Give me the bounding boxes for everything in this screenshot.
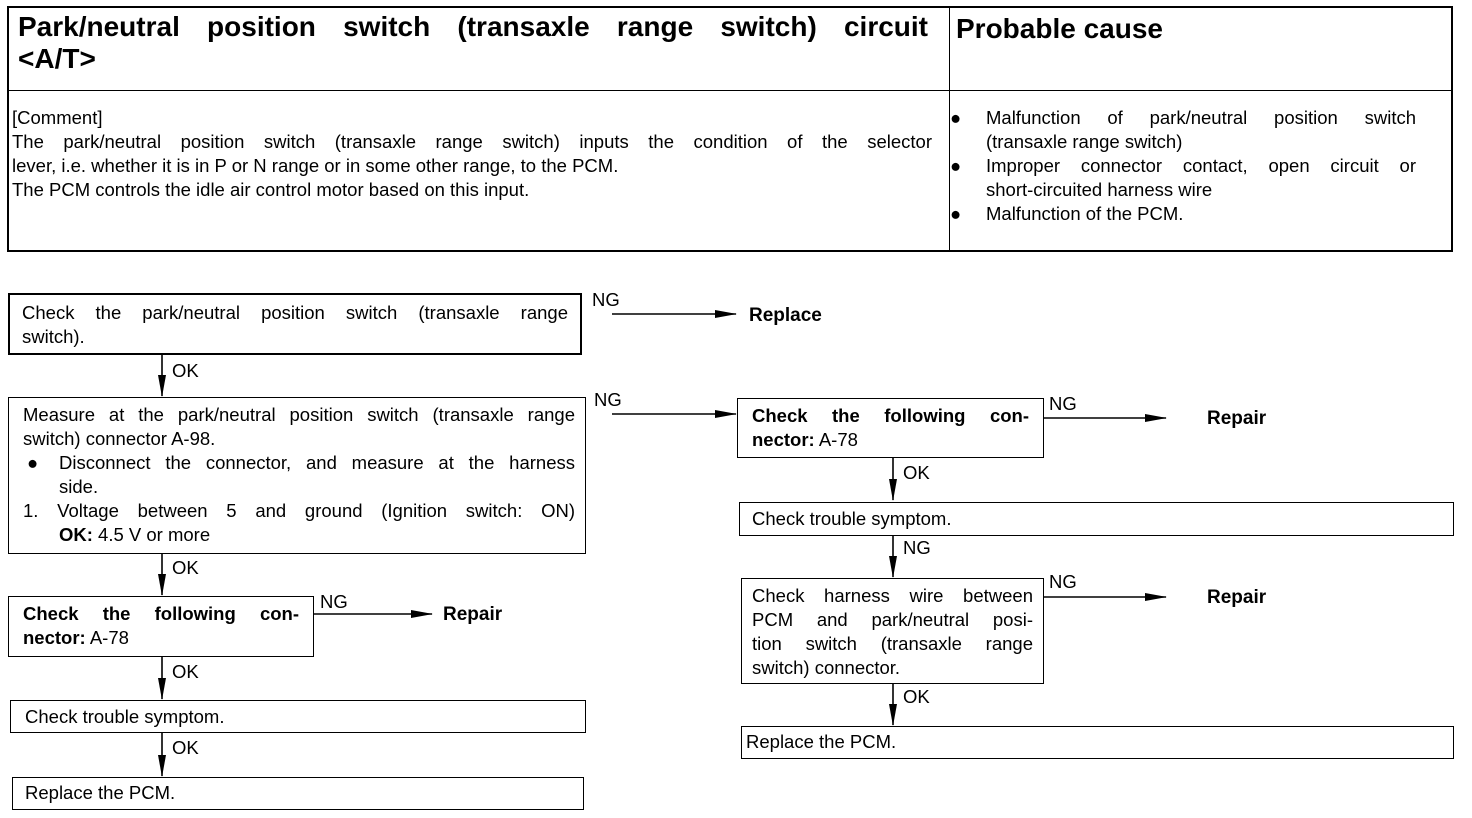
replace-pcm-box-right: Replace the PCM. [741,726,1454,759]
replace-pcm-box-left: Replace the PCM. [12,777,584,810]
check-connector-box-left: Check the following con- nector: A-78 [8,596,314,657]
ok-label: OK [903,686,930,707]
measure-bullet: ● Disconnect the connector, and measure at the harness side. [27,452,575,497]
bullet-icon: ● [950,203,962,224]
bullet-icon: ● [950,107,962,128]
ng-label: NG [1049,571,1077,592]
ng-label: NG [320,591,348,612]
result-repair: Repair [1207,587,1267,608]
comment-line: The park/neutral position switch (transaxle range switch) inputs the condition of the selector [12,131,932,152]
ng-label: NG [903,537,931,558]
trouble-symptom-box-right: Check trouble symptom. [739,502,1454,536]
ok-label: OK [903,462,930,483]
ng-label: NG [594,389,622,410]
comment-label: [Comment] [12,107,103,128]
ok-label: OK [172,737,199,758]
ok-label: OK [172,360,199,381]
comment-line: The PCM controls the idle air control motor based on this input. [12,179,530,200]
check-connector-box-right: Check the following con- nector: A-78 [737,398,1044,458]
comment-line: lever, i.e. whether it is in P or N range or in some other range, to the PCM. [12,155,619,176]
circuit-title: Park/neutral position switch (transaxle range switch) circuit [18,11,928,42]
ok-label: OK [172,661,199,682]
ng-label: NG [592,289,620,310]
trouble-symptom-box-left: Check trouble symptom. [10,700,586,733]
cause-item: ● Malfunction of park/neutral position switch (transaxle range switch) [950,107,1416,152]
circuit-title-suffix: <A/T> [18,43,96,74]
result-repair: Repair [443,604,503,625]
result-replace: Replace [749,305,822,326]
result-repair: Repair [1207,408,1267,429]
check-switch-box: Check the park/neutral position switch (transaxle range switch). [8,293,582,355]
bullet-icon: ● [27,452,39,473]
ok-label: OK [172,557,199,578]
bullet-icon: ● [950,155,962,176]
cause-item: ● Malfunction of the PCM. [950,203,1184,224]
ok-criteria: OK: 4.5 V or more [59,524,211,545]
cause-item: ● Improper connector contact, open circuit or short-circuited harness wire [950,155,1416,200]
harness-check-box: Check harness wire between PCM and park/neutral posi- tion switch (transaxle range switch) connector. [741,578,1044,684]
ng-label: NG [1049,393,1077,414]
measure-item: 1. Voltage between 5 and ground (Ignition switch: ON) [23,500,575,521]
measure-connector-box: Measure at the park/neutral position switch (transaxle range switch) connector A-98. ● Disconnect the connector, and measure at the harness side. 1. Voltage between 5 and ground (Ignition switch: ON) OK: 4.5 V or more [8,397,586,554]
probable-cause-heading: Probable cause [956,13,1163,44]
